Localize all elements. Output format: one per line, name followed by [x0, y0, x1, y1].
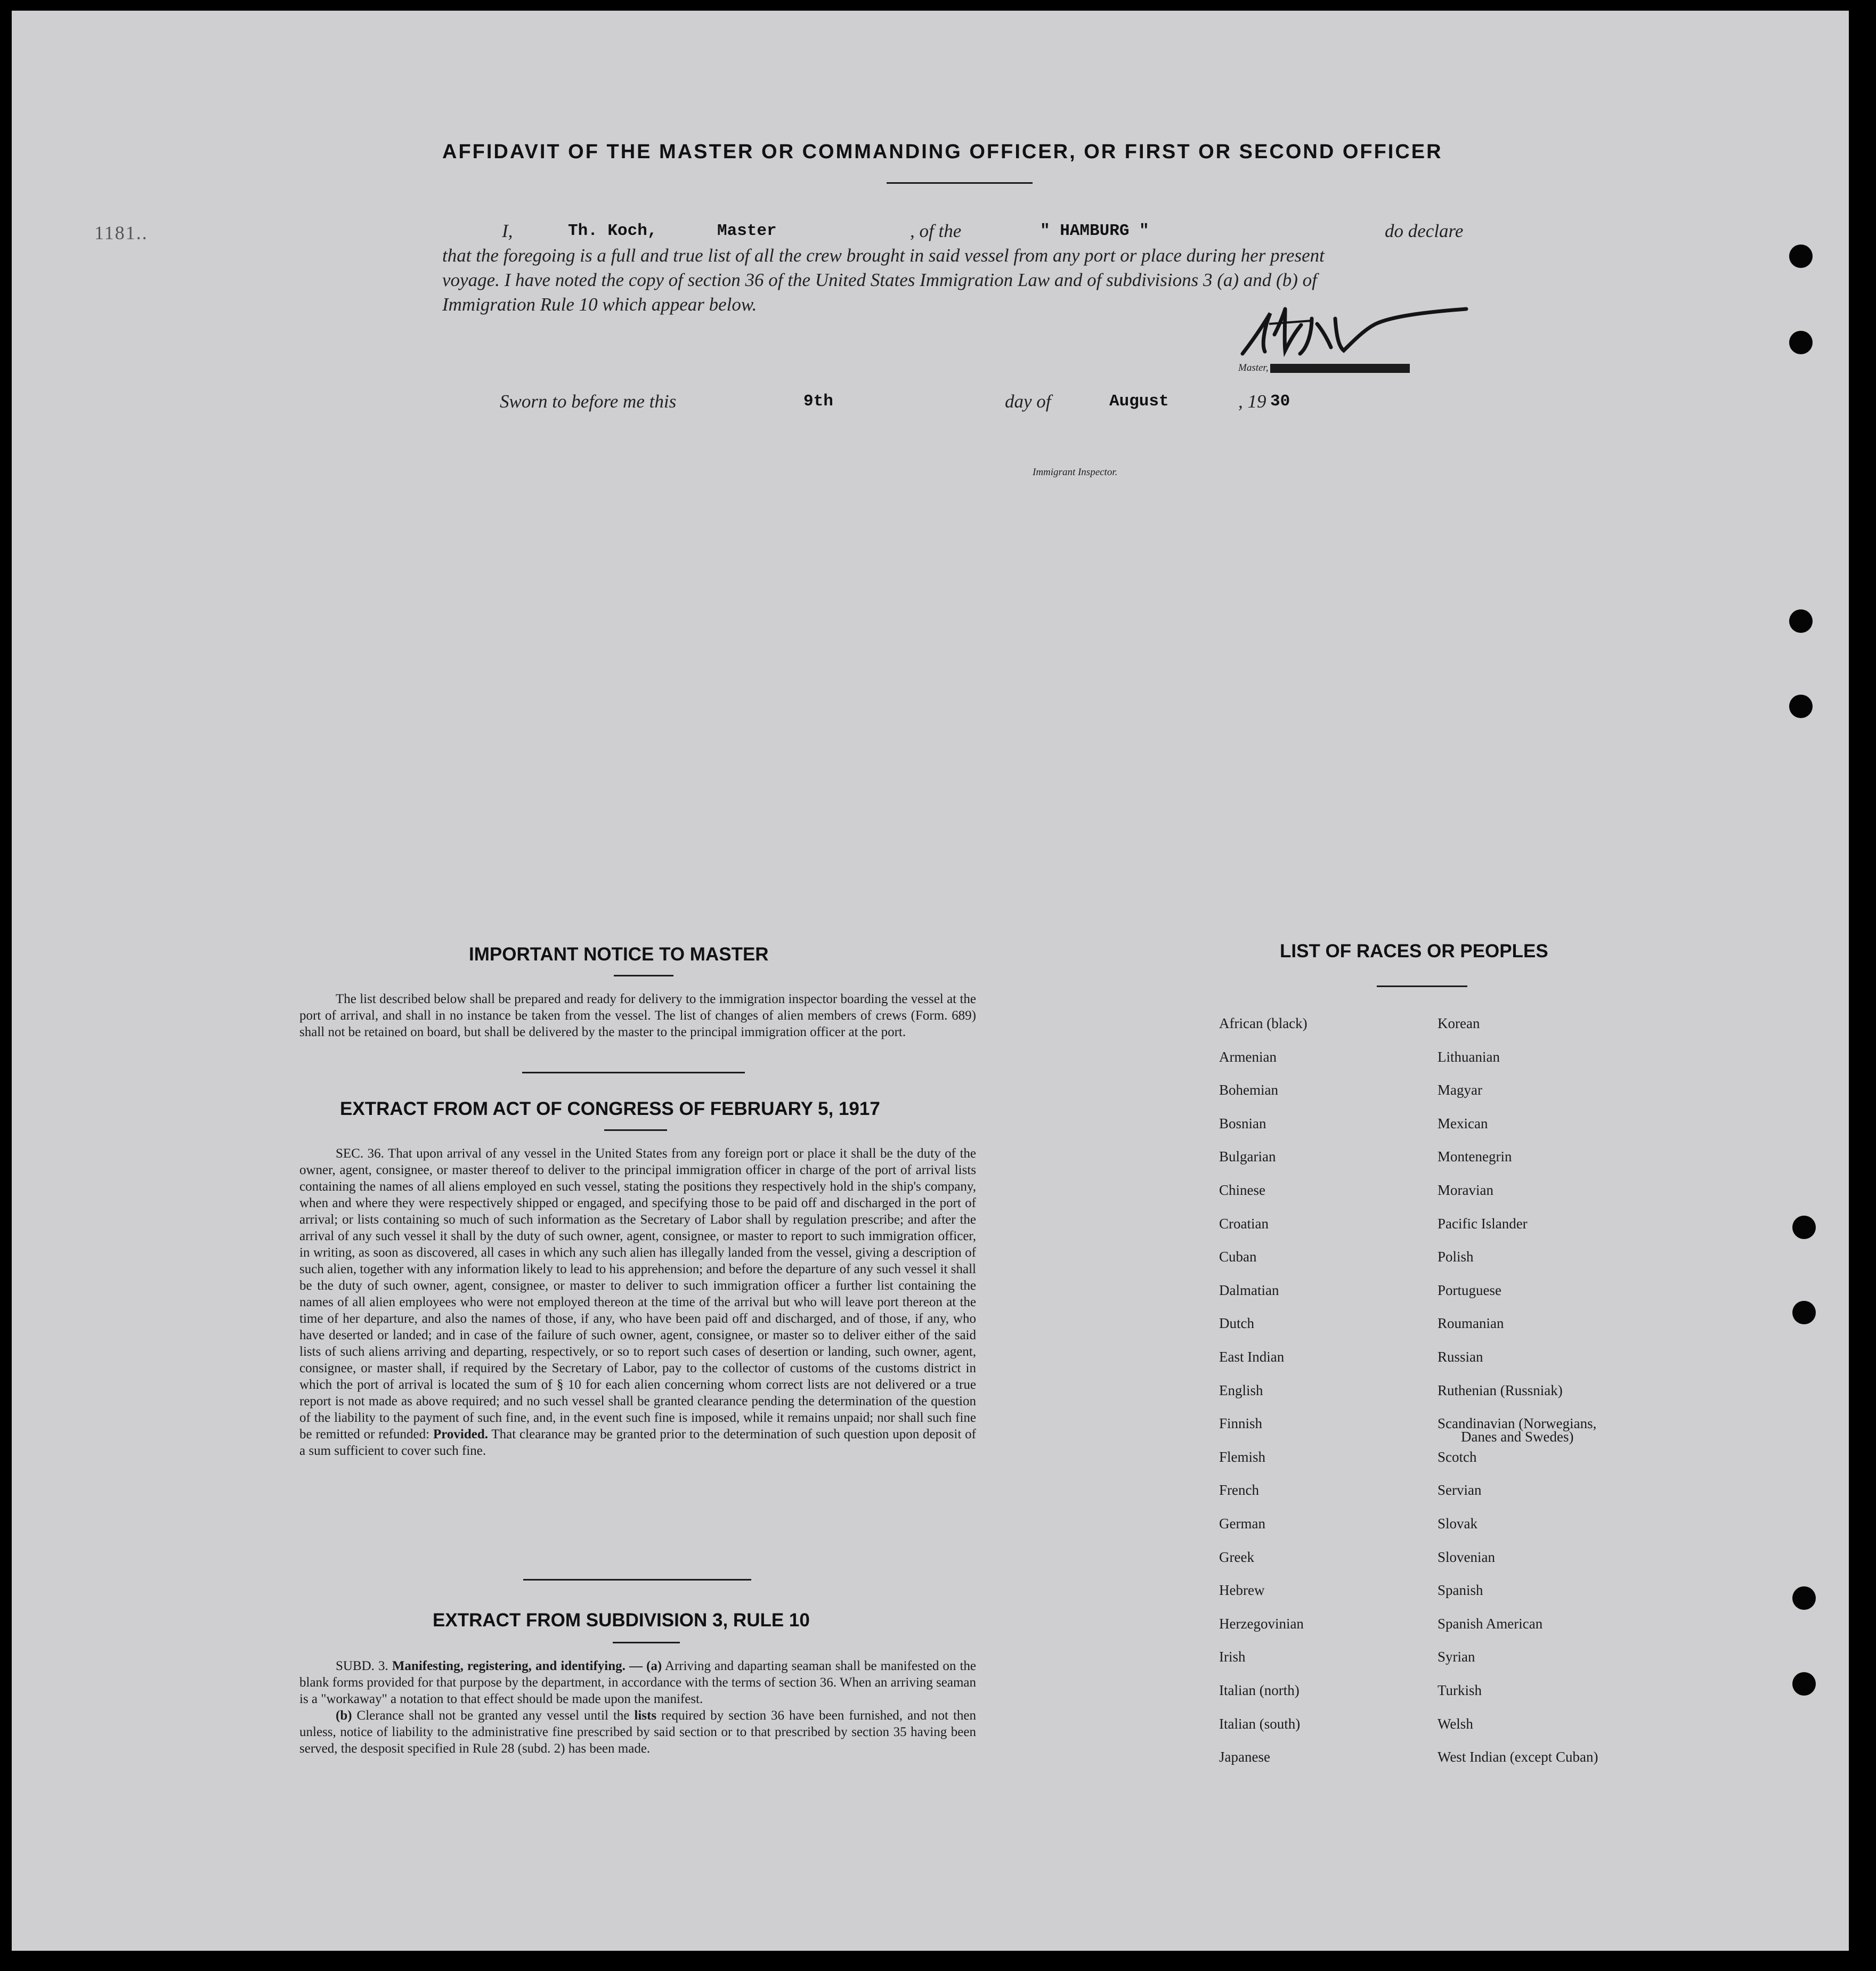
notice-title: IMPORTANT NOTICE TO MASTER [469, 944, 769, 965]
affidavit-line-2: that the foregoing is a full and true list of all the crew brought in said vessel from any port or place during her present [442, 245, 1325, 266]
race-item: Portuguese [1438, 1282, 1501, 1298]
part-b-lists: lists [634, 1708, 657, 1723]
race-item: East Indian [1219, 1349, 1285, 1365]
race-item: Bohemian [1219, 1082, 1278, 1098]
race-item: Moravian [1438, 1182, 1493, 1198]
notice-divider [522, 1072, 745, 1073]
race-item: Dalmatian [1219, 1282, 1279, 1298]
affidavit-i: I, [502, 221, 513, 241]
punch-hole [1789, 331, 1813, 354]
act-underline [604, 1129, 667, 1131]
part-b-text-2: required by section 36 have been furnished, and not then unless, notice of liability to the administrative fine prescribed by said section or to that prescribed by section 35 having been served, the desposit specified in Rule 28 (subd. 2) has been made. [299, 1708, 976, 1756]
race-item: German [1219, 1516, 1265, 1532]
subd-heading: Manifesting, registering, and identifying. [392, 1659, 626, 1673]
race-item: Chinese [1219, 1182, 1265, 1198]
race-item: Dutch [1219, 1315, 1254, 1331]
affidavit-of-the: , of the [910, 221, 962, 241]
race-item: Magyar [1438, 1082, 1482, 1098]
races-right-column [1438, 1016, 1715, 1794]
margin-note: 1181.. [94, 222, 148, 243]
part-a-label: — (a) [629, 1659, 662, 1673]
punch-hole [1789, 609, 1813, 633]
part-b-text-1: Clerance shall not be granted any vessel until the [356, 1708, 630, 1723]
race-item: Spanish [1438, 1582, 1483, 1598]
race-item: Polish [1438, 1249, 1474, 1265]
race-item: English [1219, 1382, 1263, 1398]
day-of: day of [1005, 391, 1051, 412]
sworn-prefix: Sworn to before me this [500, 391, 677, 412]
race-item: Spanish American [1438, 1616, 1543, 1632]
act-text-end: That clearance may be granted prior to the determination of such question upon deposit of a sum sufficient to cover such fine. [299, 1427, 976, 1458]
act-text [299, 1145, 976, 1459]
rule-text [299, 1658, 976, 1757]
punch-hole [1792, 1586, 1816, 1610]
race-item: Lithuanian [1438, 1049, 1500, 1065]
part-b-label: (b) [336, 1708, 352, 1723]
race-item: Montenegrin [1438, 1149, 1512, 1164]
notice-underline [614, 975, 673, 976]
master-name: Th. Koch, [568, 222, 657, 240]
document-page [12, 11, 1849, 1951]
race-item: Scotch [1438, 1449, 1477, 1465]
title-underline [887, 182, 1033, 184]
rule-underline [613, 1642, 680, 1643]
notice-text [299, 991, 976, 1040]
race-item: Japanese [1219, 1749, 1270, 1765]
race-item: Hebrew [1219, 1582, 1265, 1598]
punch-hole [1792, 1301, 1816, 1324]
rule-part-a [299, 1658, 976, 1707]
races-left-column [1219, 1016, 1432, 1794]
punch-hole [1792, 1216, 1816, 1239]
act-title: EXTRACT FROM ACT OF CONGRESS OF FEBRUARY 5, 1917 [340, 1098, 880, 1119]
signature-caption [1238, 362, 1410, 374]
race-item: Flemish [1219, 1449, 1266, 1465]
affidavit-title: AFFIDAVIT OF THE MASTER OR COMMANDING OFFICER, OR FIRST OR SECOND OFFICER [442, 141, 1443, 163]
act-paragraph [299, 1145, 976, 1459]
race-item: Syrian [1438, 1649, 1475, 1665]
race-item: Slovenian [1438, 1549, 1495, 1565]
race-item: Pacific Islander [1438, 1216, 1528, 1232]
race-item: Slovak [1438, 1516, 1478, 1532]
race-item: Armenian [1219, 1049, 1277, 1065]
race-item: Finnish [1219, 1415, 1263, 1431]
race-item: Russian [1438, 1349, 1483, 1365]
race-item: Korean [1438, 1015, 1480, 1031]
year-suffix: 30 [1270, 392, 1290, 411]
vessel-name: " HAMBURG " [1040, 222, 1149, 240]
subd-prefix: SUBD. 3. [336, 1659, 388, 1673]
race-item: Welsh [1438, 1716, 1473, 1732]
signature-caption-text: Master, [1238, 362, 1269, 373]
race-item: Herzegovinian [1219, 1616, 1304, 1632]
race-item: Mexican [1438, 1115, 1488, 1131]
notice-paragraph: The list described below shall be prepared and ready for delivery to the immigration inspector boarding the vessel at the port of arrival, and shall in no instance be taken from the vessel. The list of changes of alien members of crews (Form. 689) shall not be retained on board, but shall be delivered by the master to the principal immigration officer at the port. [299, 992, 976, 1039]
race-item: Croatian [1219, 1216, 1269, 1232]
punch-hole [1792, 1672, 1816, 1696]
race-item: Cuban [1219, 1249, 1257, 1265]
punch-hole [1789, 695, 1813, 718]
inspector-caption: Immigrant Inspector. [1033, 467, 1118, 478]
part-a-text: Arriving and daparting seaman shall be manifested on the blank forms provided for that purpose by the department, in accordance with the terms of section 36. When an arriving seaman is a "workaway" a notation to that effect should be made upon the manifest. [299, 1659, 976, 1706]
races-underline [1377, 986, 1467, 987]
rule-title: EXTRACT FROM SUBDIVISION 3, RULE 10 [433, 1610, 810, 1631]
sworn-day: 9th [803, 392, 833, 411]
race-item: Bosnian [1219, 1115, 1266, 1131]
race-item: Greek [1219, 1549, 1254, 1565]
race-item: West Indian (except Cuban) [1438, 1749, 1598, 1765]
race-item: Ruthenian (Russniak) [1438, 1382, 1563, 1398]
rule-part-b [299, 1707, 976, 1757]
race-item-continuation: Danes and Swedes) [1461, 1429, 1574, 1445]
races-title: LIST OF RACES OR PEOPLES [1280, 941, 1548, 962]
punch-hole [1789, 245, 1813, 268]
race-item: Italian (north) [1219, 1682, 1300, 1698]
race-item: African (black) [1219, 1015, 1307, 1031]
race-item: Roumanian [1438, 1315, 1504, 1331]
act-text-main: SEC. 36. That upon arrival of any vessel in the United States from any foreign port or place it shall be the duty of the owner, agent, consignee, or master thereof to deliver to the principal immigration officer in charge of the port of arrival lists containing the names of all aliens employed en such vessel, stating the positions they respectively hold in the ship's company, when and where they were respectively shipped or engaged, and specifying those to be paid off and discharged in the port of arrival; or lists containing so much of such information as the Secretary of Labor shall by regulation prescribe; and after the arrival of any such vessel it shall by the duty of such owner, agent, consignee, or master to report to such immigration officer, in writing, as soon as discovered, all cases in which any such alien has illegally landed from the vessel, giving a description of such alien, together with any information likely to lead to his apprehension; and before the departure of any such vessel it shall be the duty of such owner, agent, consignee, or master to deliver to such immigration officer a further list containing the names of all alien employees who were not employed thereon at the time of the arrival but who will leave port thereon at the time of her departure, and also the names of those, if any, who have been paid off and discharged, and of those, if any, who have deserted or landed; and in case of the failure of such owner, agent, consignee, or master so to deliver either of the said lists of such aliens arriving and departing, respectively, or so to report such cases of desertion or landing, such owner, agent, consignee, or master shall, if required by the Secretary of Labor, pay to the collector of customs of the customs district in which the port of arrival is located the sum of § 10 for each alien concerning whom correct lists are not delivered or a true report is not made as above required; and no such vessel shall be granted clearance pending the determination of the question of the liability to the payment of such fine, and, in the event such fine is imposed, while it remains unpaid; nor shall such fine be remitted or refunded: [299, 1146, 976, 1441]
master-signature [1232, 303, 1488, 361]
act-proviso: Provided. [433, 1427, 488, 1441]
affidavit-line-3: voyage. I have noted the copy of section 36 of the United States Immigration Law and of subdivisions 3 (a) and (b) of [442, 270, 1317, 290]
affidavit-declare: do declare [1385, 221, 1464, 241]
master-rank: Master [717, 222, 777, 240]
act-divider [523, 1579, 751, 1581]
race-item: Servian [1438, 1482, 1482, 1498]
race-item: Bulgarian [1219, 1149, 1276, 1164]
redaction-bar [1270, 364, 1410, 373]
affidavit-line-4: Immigration Rule 10 which appear below. [442, 294, 757, 315]
race-item: Scandinavian (Norwegians, [1438, 1415, 1597, 1431]
race-item: Turkish [1438, 1682, 1482, 1698]
sworn-month: August [1109, 392, 1169, 411]
race-item: Italian (south) [1219, 1716, 1301, 1732]
race-item: Irish [1219, 1649, 1246, 1665]
race-item: French [1219, 1482, 1259, 1498]
year-prefix: , 19 [1238, 391, 1266, 412]
